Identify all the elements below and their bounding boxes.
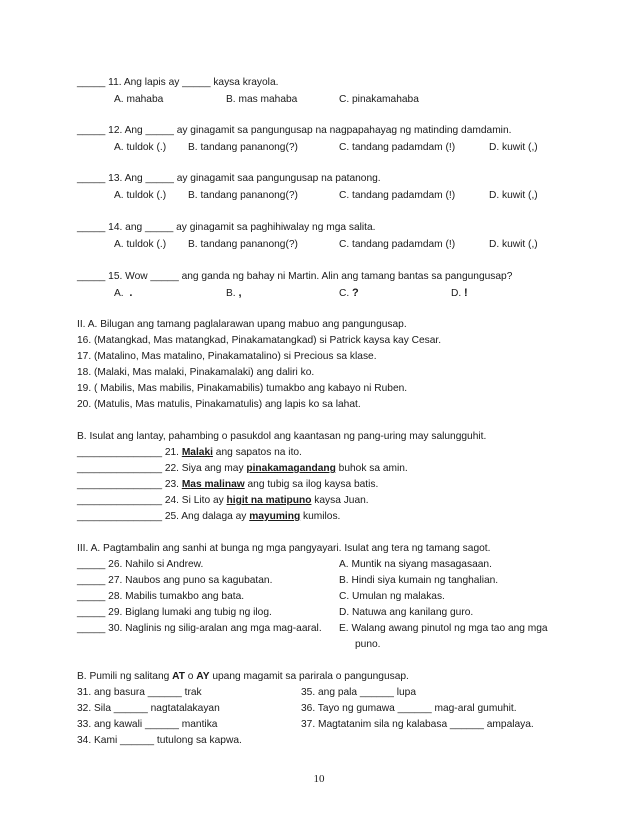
underlined-adjective: Malaki — [181, 447, 213, 458]
choice-a: A. Muntik na siyang masagasaan. — [339, 559, 492, 570]
item-31: 31. ang basura ______ trak — [77, 687, 202, 698]
q12-option-d: D. kuwit (,) — [489, 142, 538, 153]
item-20: 20. (Matulis, Mas matulis, Pinakamatulis) ang lapis ko sa lahat. — [77, 399, 361, 410]
item-25: _______________ 25. Ang dalaga ay mayuming kumilos. — [77, 511, 341, 522]
q13-option-d: D. kuwit (,) — [489, 190, 538, 201]
question-12: _____ 12. Ang _____ ay ginagamit sa pangungusap na nagpapahayag ng matinding damdamin. — [77, 125, 512, 136]
item-24: _______________ 24. Si Lito ay higit na matipuno kaysa Juan. — [77, 495, 369, 506]
item-37: 37. Magtatanim sila ng kalabasa ______ ampalaya. — [301, 719, 534, 730]
section-2a-heading: II. A. Bilugan ang tamang paglalarawan upang mabuo ang pangungusap. — [77, 319, 407, 330]
underlined-adjective: mayuming — [249, 511, 301, 522]
choice-c: C. Umulan ng malakas. — [339, 591, 445, 602]
section-3a-heading: III. A. Pagtambalin ang sanhi at bunga ng mga pangyayari. Isulat ang tera ng tamang sagot. — [77, 543, 491, 554]
item-35: 35. ang pala ______ lupa — [301, 687, 416, 698]
q15-option-d: D. ! — [451, 287, 468, 299]
choice-d: D. Natuwa ang kanilang guro. — [339, 607, 474, 618]
q14-option-d: D. kuwit (,) — [489, 239, 538, 250]
item-29: _____ 29. Biglang lumaki ang tubig ng ilog. — [77, 607, 272, 618]
question-11: _____ 11. Ang lapis ay _____ kaysa krayola. — [77, 77, 279, 88]
section-2b-heading: B. Isulat ang lantay, pahambing o pasukdol ang kaantasan ng pang-uring may salungguhit. — [77, 431, 487, 442]
item-22: _______________ 22. Siya ang may pinakamagandang buhok sa amin. — [77, 463, 408, 474]
item-23: _______________ 23. Mas malinaw ang tubig sa ilog kaysa batis. — [77, 479, 379, 490]
q15-option-b: B. , — [226, 287, 242, 299]
q14-option-c: C. tandang padamdam (!) — [339, 239, 456, 250]
q14-option-b: B. tandang pananong(?) — [188, 239, 298, 250]
q15-option-a: A. . — [114, 287, 133, 299]
question-13: _____ 13. Ang _____ ay ginagamit saa pangungusap na patanong. — [77, 173, 381, 184]
item-16: 16. (Matangkad, Mas matangkad, Pinakamatangkad) si Patrick kaysa kay Cesar. — [77, 335, 442, 346]
item-28: _____ 28. Mabilis tumakbo ang bata. — [77, 591, 245, 602]
underlined-adjective: pinakamagandang — [246, 463, 336, 474]
q15-option-c: C. ? — [339, 287, 359, 299]
q13-option-a: A. tuldok (.) — [114, 190, 167, 201]
item-33: 33. ang kawali ______ mantika — [77, 719, 218, 730]
item-36: 36. Tayo ng gumawa ______ mag-aral gumuhit. — [301, 703, 517, 714]
question-15: _____ 15. Wow _____ ang ganda ng bahay ni Martin. Alin ang tamang bantas sa pangungusap? — [77, 271, 513, 282]
item-26: _____ 26. Nahilo si Andrew. — [77, 559, 204, 570]
item-19: 19. ( Mabilis, Mas mabilis, Pinakamabilis) tumakbo ang kabayo ni Ruben. — [77, 383, 408, 394]
underlined-adjective: higit na matipuno — [226, 495, 312, 506]
choice-e: E. Walang awang pinutol ng mga tao ang mga — [339, 623, 548, 634]
underlined-adjective: Mas malinaw — [181, 479, 245, 490]
q13-option-c: C. tandang padamdam (!) — [339, 190, 456, 201]
page-number: 10 — [313, 773, 325, 785]
item-18: 18. (Malaki, Mas malaki, Pinakamalaki) ang daliri ko. — [77, 367, 315, 378]
item-32: 32. Sila ______ nagtatalakayan — [77, 703, 220, 714]
q11-option-b: B. mas mahaba — [226, 94, 298, 105]
item-27: _____ 27. Naubos ang puno sa kagubatan. — [77, 575, 273, 586]
item-34: 34. Kami ______ tutulong sa kapwa. — [77, 735, 242, 746]
item-21: _______________ 21. Malaki ang sapatos na ito. — [77, 447, 302, 458]
question-14: _____ 14. ang _____ ay ginagamit sa paghihiwalay ng mga salita. — [77, 222, 376, 233]
q13-option-b: B. tandang pananong(?) — [188, 190, 298, 201]
item-30: _____ 30. Naglinis ng silig-aralan ang mga mag-aaral. — [77, 623, 322, 634]
choice-b: B. Hindi siya kumain ng tanghalian. — [339, 575, 499, 586]
q12-option-b: B. tandang pananong(?) — [188, 142, 298, 153]
section-3b-heading: B. Pumili ng salitang AT o AY upang magamit sa parirala o pangungusap. — [77, 671, 409, 682]
choice-e-continued: puno. — [355, 639, 381, 650]
item-17: 17. (Matalino, Mas matalino, Pinakamatalino) si Precious sa klase. — [77, 351, 377, 362]
q12-option-c: C. tandang padamdam (!) — [339, 142, 456, 153]
q11-option-c: C. pinakamahaba — [339, 94, 419, 105]
q11-option-a: A. mahaba — [114, 94, 164, 105]
q12-option-a: A. tuldok (.) — [114, 142, 167, 153]
q14-option-a: A. tuldok (.) — [114, 239, 167, 250]
